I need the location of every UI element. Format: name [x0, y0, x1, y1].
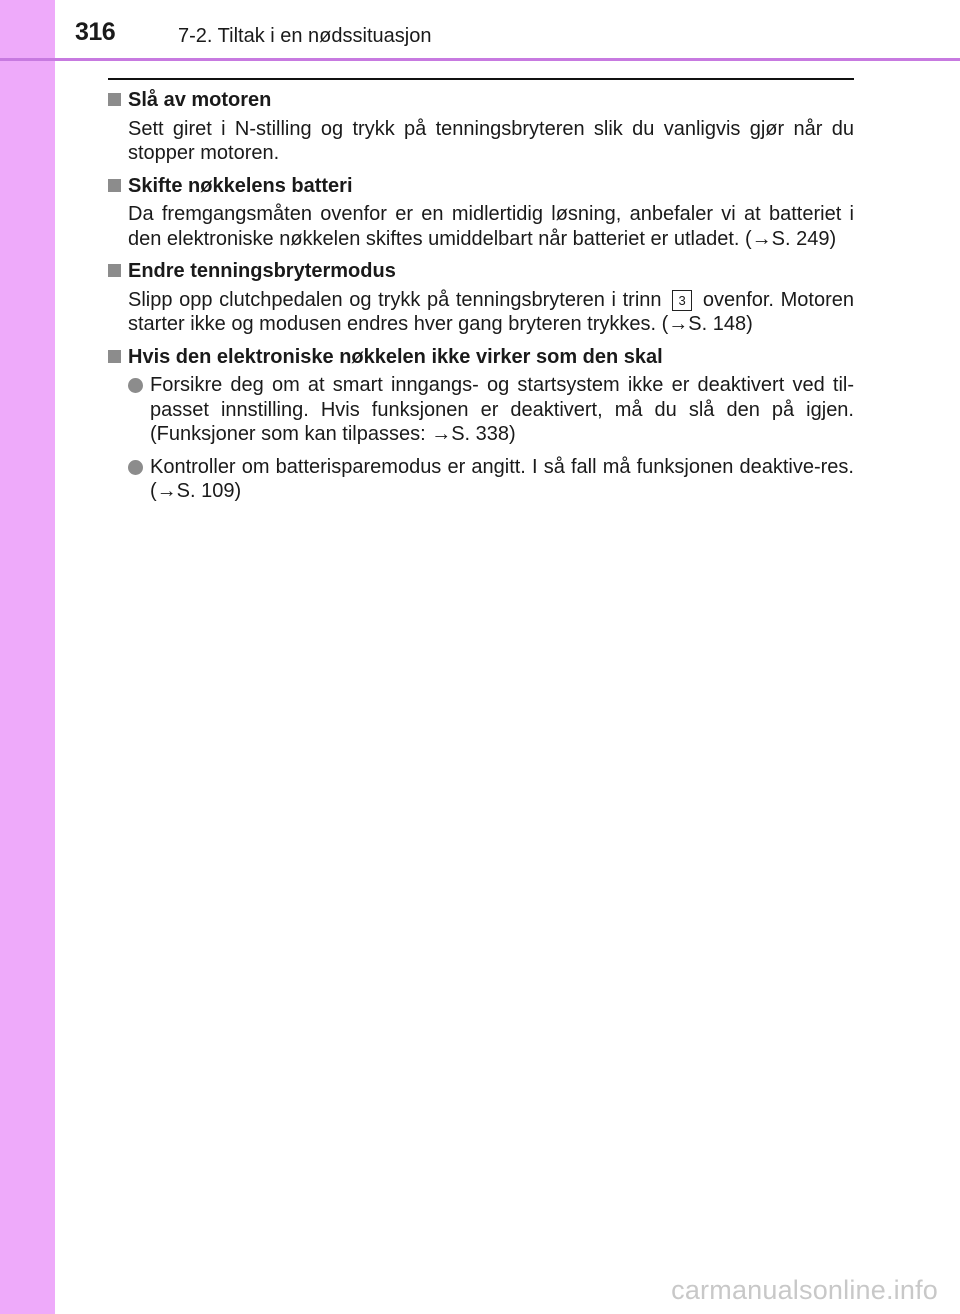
heading-sla-av-motoren	[108, 88, 854, 113]
content-divider	[108, 78, 854, 80]
step-number-box: 3	[672, 290, 692, 311]
paragraph: Da fremgangsmåten ovenfor er en midlertidig løsning, anbefaler vi at batteriet i den elektroniske nøkkelen skiftes umiddelbart når batteriet er utladet. (→S. 249)	[128, 203, 854, 250]
paragraph	[128, 288, 854, 337]
square-bullet-icon	[108, 264, 121, 277]
heading-nokkel-virker-ikke	[108, 345, 854, 370]
page-header	[0, 0, 960, 60]
heading-text: Slå av motoren	[128, 89, 272, 111]
square-bullet-icon	[108, 93, 121, 106]
square-bullet-icon	[108, 179, 121, 192]
list-item	[128, 373, 854, 447]
watermark: carmanualsonline.info	[671, 1275, 938, 1305]
side-tab	[0, 0, 55, 1314]
heading-text: Hvis den elektroniske nøkkelen ikke virker som den skal	[128, 345, 663, 368]
list-item	[128, 455, 854, 504]
heading-text: Skifte nøkkelens batteri	[128, 174, 353, 197]
page-number: 316	[75, 18, 116, 46]
paragraph-text-before: Slipp opp clutchpedalen og trykk på tenningsbryteren i trinn	[128, 288, 662, 311]
circle-bullet-icon	[128, 378, 146, 393]
heading-skifte-batteri	[108, 174, 854, 199]
section-title: 7-2. Tiltak i en nødssituasjon	[178, 25, 432, 47]
paragraph-text-after: ovenfor. Motoren starter ikke og modusen endres hver gang bryteren trykkes. (→S. 148)	[128, 288, 855, 335]
list-item-text: Forsikre deg om at smart inngangs- og startsystem ikke er deaktivert ved til-passet innstilling. Hvis funksjonen er deaktivert, må du slå den på igjen. (Funksjoner som kan tilpasses: →S. 338)	[150, 374, 854, 445]
header-divider	[0, 58, 960, 61]
paragraph: Sett giret i N-stilling og trykk på tenningsbryteren slik du vanligvis gjør når du stopper motoren.	[128, 117, 854, 164]
square-bullet-icon	[108, 350, 121, 363]
heading-text: Endre tenningsbrytermodus	[128, 260, 396, 282]
list-item-text: Kontroller om batterisparemodus er angitt. I så fall må funksjonen deaktive-res. (→S. 109)	[150, 455, 854, 502]
page-content	[108, 88, 854, 512]
heading-endre-modus	[108, 259, 854, 284]
circle-bullet-icon	[128, 460, 146, 475]
